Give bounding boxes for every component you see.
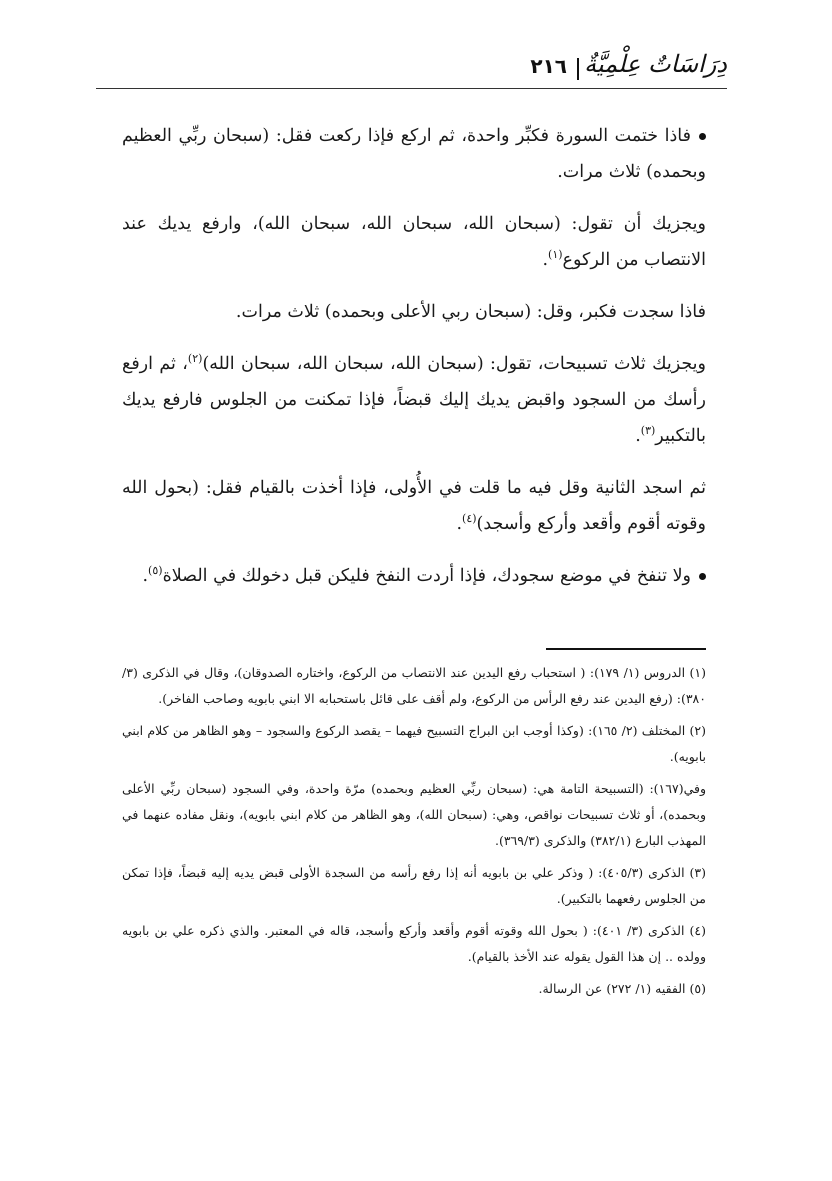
footnote: (٥) الفقيه (١/ ٢٧٢) عن الرسالة. <box>538 981 706 996</box>
footnote: (٣) الذكرى (٤٠٥/٣): ( وذكر علي بن بابويه أنه إذا رفع رأسه من السجدة الأولى قبض يديه إليه قبضاً، فإذا تمكن من الجلوس رفعهما بالتكبير). <box>122 865 706 906</box>
paragraph-text-tail: . <box>542 250 549 270</box>
main-text <box>122 118 706 610</box>
series-logo: دِرَاسَاتٌ عِلْمِيَّةٌ <box>584 50 727 78</box>
bullet-icon <box>699 573 706 580</box>
footnote-ref[interactable]: (٣) <box>640 424 656 438</box>
header-separator <box>577 58 579 80</box>
footnote: وفي(١٦٧): (التسبيحة التامة هي: (سبحان ربِّي العظيم وبحمده) مرّة واحدة، وفي السجود (سبحان ربِّي الأعلى وبحمده)، أو ثلاث تسبيحات نواقص، وهي: (سبحان الله)، وهو الظاهر من كلام ابني بابويه)، ونقل مفاده عنهما في المهذب البارع (٣٨٢/١) والذكرى (٣٦٩/٣). <box>122 781 706 848</box>
paragraph-text: ويجزيك ثلاث تسبيحات، تقول: (سبحان الله، سبحان الله، سبحان الله) <box>202 354 706 374</box>
footnote-ref[interactable]: (٢) <box>187 352 203 366</box>
footnote-separator <box>546 648 706 650</box>
paragraph-text: ثم اسجد الثانية وقل فيه ما قلت في الأُولى، فإذا أخذت بالقيام فقل: (بحول الله وقوته أقوم وأقعد وأركع وأسجد) <box>122 478 706 534</box>
footnotes <box>122 660 706 1008</box>
paragraph <box>122 470 706 542</box>
paragraph-text-tail: . <box>456 514 463 534</box>
paragraph-text: فاذا سجدت فكبر، وقل: (سبحان ربي الأعلى وبحمده) ثلاث مرات. <box>235 302 706 322</box>
page-header <box>96 46 727 90</box>
footnote: (١) الدروس (١/ ١٧٩): ( استحباب رفع اليدين عند الانتصاب من الركوع، واختاره الصدوقان)، وقال في الذكرى (٣/ ٣٨٠): (رفع اليدين عند رفع الرأس من الركوع، ولم أقف على قائل باستحبابه الا ابني بابويه وصاحب الفاخر). <box>122 665 707 706</box>
paragraph <box>122 558 706 594</box>
bullet-icon <box>699 133 706 140</box>
paragraph <box>122 346 706 454</box>
page-number: ٢١٦ <box>530 54 567 78</box>
footnote-ref[interactable]: (٥) <box>148 564 163 578</box>
paragraph-text: ويجزيك أن تقول: (سبحان الله، سبحان الله، سبحان الله)، وارفع يديك عند الانتصاب من الركوع <box>122 214 706 270</box>
footnote: (٢) المختلف (٢/ ١٦٥): (وكذا أوجب ابن البراج التسبيح فيهما – يقصد الركوع والسجود – وهو الظاهر من كلام ابني بابويه). <box>122 723 706 764</box>
header-rule <box>96 88 727 89</box>
paragraph-text-tail: . <box>635 426 641 446</box>
paragraph-text: فاذا ختمت السورة فكبِّر واحدة، ثم اركع فإذا ركعت فقل: (سبحان ربِّي العظيم وبحمده) ثلاث مرات. <box>122 126 706 182</box>
paragraph-text-mid: ، ثم ارفع رأسك من السجود واقبض يديك إليك قبضاً، فإذا تمكنت من الجلوس فارفع يديك بالتكبير <box>122 354 706 446</box>
footnote-ref[interactable]: (٤) <box>462 512 477 526</box>
paragraph-text-tail: . <box>142 566 149 586</box>
paragraph <box>122 206 706 278</box>
paragraph <box>122 294 706 330</box>
footnote-ref[interactable]: (١) <box>548 248 563 262</box>
paragraph <box>122 118 706 190</box>
paragraph-text: ولا تنفخ في موضع سجودك، فإذا أردت النفخ فليكن قبل دخولك في الصلاة <box>162 566 691 586</box>
footnote: (٤) الذكرى (٣/ ٤٠١): ( بحول الله وقوته أقوم وأقعد وأركع وأسجد، قاله في المعتبر. والذي ذكره علي بن بابويه وولده .. إن هذا القول يقوله عند الأخذ بالقيام). <box>122 923 706 964</box>
